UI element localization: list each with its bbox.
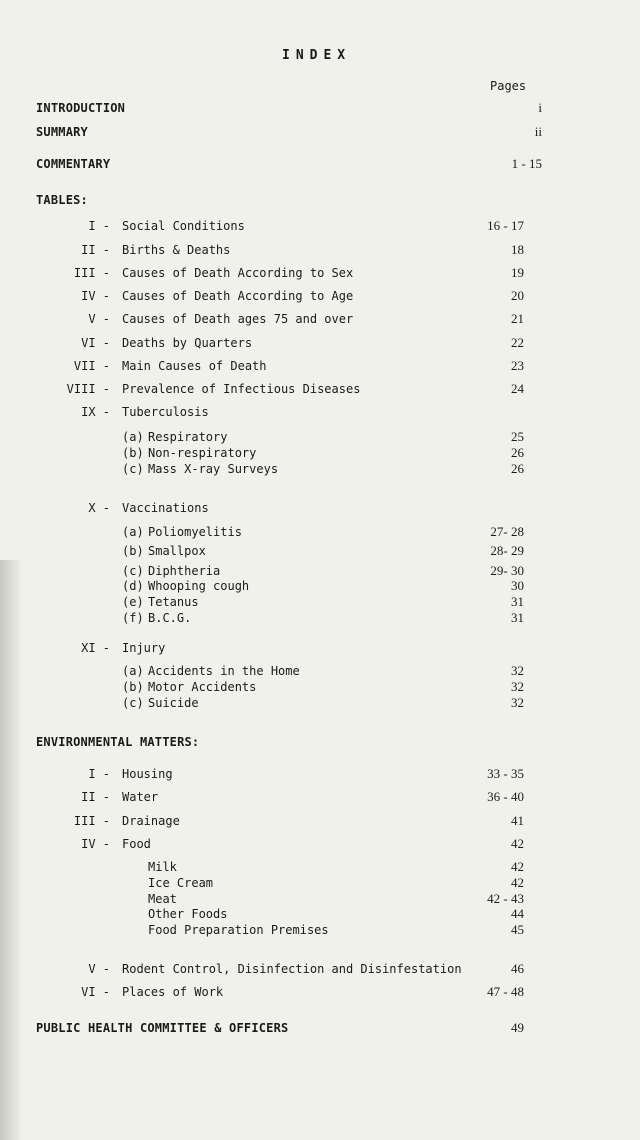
sub-label: Motor Accidents: [148, 680, 257, 694]
env-label: Housing: [122, 767, 173, 781]
table-label: Tuberculosis: [122, 405, 209, 419]
table-label: Causes of Death According to Sex: [122, 266, 354, 280]
sub-pages: 26: [511, 445, 524, 460]
table-num: III -: [73, 266, 110, 280]
sub-label: B.C.G.: [148, 611, 192, 625]
env-num: III -: [73, 814, 110, 828]
sub-pages: 32: [511, 679, 524, 694]
env-label: Rodent Control, Disinfection and Disinfestation: [122, 962, 462, 976]
table-label: Births & Deaths: [122, 243, 231, 257]
sub-key: (c): [122, 696, 144, 710]
pages-heading: Pages: [490, 79, 527, 93]
table-pages: 23: [511, 358, 524, 373]
sub-key: (e): [122, 595, 144, 609]
sub-label: Poliomyelitis: [148, 525, 242, 539]
sub-label: Suicide: [148, 696, 199, 710]
footer-pages: 49: [511, 1020, 524, 1035]
sub-key: (c): [122, 462, 144, 476]
commentary-pages: 1 - 15: [511, 156, 542, 171]
sub-pages: 30: [511, 578, 524, 593]
table-label: Causes of Death ages 75 and over: [122, 312, 354, 326]
env-pages: 41: [511, 813, 524, 828]
page-edge-shadow: [0, 560, 22, 1140]
env-num: II -: [81, 790, 110, 804]
food-sub-pages: 45: [511, 922, 524, 937]
sub-pages: 31: [511, 594, 524, 609]
sub-key: (b): [122, 680, 144, 694]
env-pages: 33 - 35: [487, 766, 524, 781]
table-num: IV -: [81, 289, 110, 303]
table-num: II -: [81, 243, 110, 257]
env-heading: ENVIRONMENTAL MATTERS:: [36, 735, 200, 749]
sub-pages: 26: [511, 461, 524, 476]
env-pages: 42: [511, 836, 524, 851]
food-sub-label: Milk: [148, 860, 177, 874]
env-num: IV -: [81, 837, 110, 851]
env-num: VI -: [81, 985, 110, 999]
table-pages: 16 - 17: [487, 218, 524, 233]
table-num: X -: [88, 501, 110, 515]
sub-label: Respiratory: [148, 430, 228, 444]
table-num: I -: [88, 219, 110, 233]
sub-pages: 28- 29: [490, 543, 524, 558]
table-label: Prevalence of Infectious Diseases: [122, 382, 361, 396]
sub-label: Whooping cough: [148, 579, 250, 593]
food-sub-label: Meat: [148, 892, 177, 906]
sub-key: (d): [122, 579, 144, 593]
footer-label: PUBLIC HEALTH COMMITTEE & OFFICERS: [36, 1021, 289, 1035]
env-label: Drainage: [122, 814, 180, 828]
table-num: IX -: [81, 405, 110, 419]
sub-label: Accidents in the Home: [148, 664, 300, 678]
table-pages: 18: [511, 242, 524, 257]
summary-label: SUMMARY: [36, 125, 88, 139]
table-label: Injury: [122, 641, 166, 655]
env-pages: 47 - 48: [487, 984, 524, 999]
sub-key: (b): [122, 446, 144, 460]
env-label: Water: [122, 790, 159, 804]
table-pages: 22: [511, 335, 524, 350]
sub-pages: 27- 28: [490, 524, 524, 539]
table-pages: 24: [511, 381, 524, 396]
env-num: V -: [88, 962, 110, 976]
env-pages: 36 - 40: [487, 789, 524, 804]
sub-pages: 32: [511, 663, 524, 678]
table-label: Deaths by Quarters: [122, 336, 253, 350]
food-sub-pages: 42: [511, 859, 524, 874]
sub-pages: 31: [511, 610, 524, 625]
sub-label: Diphtheria: [148, 564, 221, 578]
env-pages: 46: [511, 961, 524, 976]
table-num: VII -: [73, 359, 110, 373]
page-title: INDEX: [282, 48, 352, 63]
sub-key: (f): [122, 611, 144, 625]
sub-key: (a): [122, 430, 144, 444]
sub-key: (a): [122, 525, 144, 539]
table-label: Main Causes of Death: [122, 359, 267, 373]
table-pages: 21: [511, 311, 524, 326]
food-sub-label: Ice Cream: [148, 876, 214, 890]
sub-label: Non-respiratory: [148, 446, 257, 460]
env-num: I -: [88, 767, 110, 781]
env-label: Places of Work: [122, 985, 224, 999]
food-sub-label: Food Preparation Premises: [148, 923, 329, 937]
intro-label: INTRODUCTION: [36, 101, 126, 115]
sub-label: Tetanus: [148, 595, 199, 609]
summary-pages: ii: [534, 124, 542, 139]
sub-pages: 32: [511, 695, 524, 710]
table-pages: 19: [511, 265, 524, 280]
sub-key: (c): [122, 564, 144, 578]
table-num: VI -: [81, 336, 110, 350]
table-num: V -: [88, 312, 110, 326]
commentary-label: COMMENTARY: [36, 157, 111, 171]
sub-label: Smallpox: [148, 544, 206, 558]
env-label: Food: [122, 837, 151, 851]
table-label: Social Conditions: [122, 219, 245, 233]
sub-pages: 25: [511, 429, 524, 444]
table-pages: 20: [511, 288, 524, 303]
intro-pages: i: [538, 100, 542, 115]
table-num: XI -: [81, 641, 110, 655]
tables-heading: TABLES:: [36, 193, 88, 207]
sub-pages: 29- 30: [490, 563, 524, 578]
food-sub-pages: 44: [511, 906, 524, 921]
table-label: Causes of Death According to Age: [122, 289, 354, 303]
food-sub-label: Other Foods: [148, 907, 228, 921]
sub-label: Mass X-ray Surveys: [148, 462, 279, 476]
food-sub-pages: 42 - 43: [487, 891, 524, 906]
table-label: Vaccinations: [122, 501, 209, 515]
food-sub-pages: 42: [511, 875, 524, 890]
table-num: VIII -: [66, 382, 110, 396]
sub-key: (b): [122, 544, 144, 558]
sub-key: (a): [122, 664, 144, 678]
